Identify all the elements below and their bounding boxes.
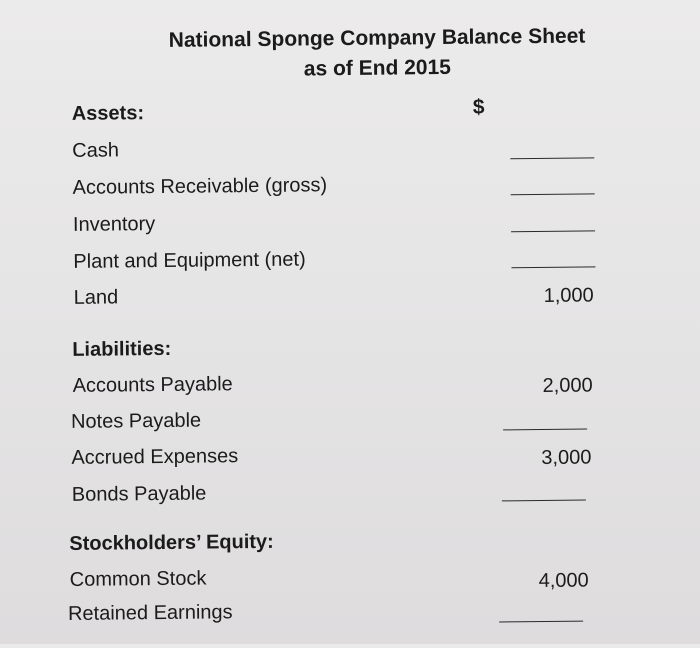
asset-receivables-blank [511, 193, 595, 195]
liability-ap-value: 2,000 [542, 374, 593, 397]
liability-bonds-label: Bonds Payable [71, 482, 207, 506]
equity-heading: Stockholders’ Equity: [69, 530, 274, 555]
liability-ap-label: Accounts Payable [72, 373, 233, 397]
currency-symbol: $ [472, 95, 485, 119]
asset-inventory-label: Inventory [72, 213, 156, 236]
equity-retained-blank [499, 621, 583, 623]
liability-notes-label: Notes Payable [70, 409, 202, 433]
asset-inventory-blank [511, 230, 595, 232]
page-title: National Sponge Company Balance Sheet [168, 24, 586, 52]
assets-heading: Assets: [71, 102, 145, 125]
asset-cash-label: Cash [72, 139, 120, 162]
liability-bonds-blank [502, 500, 586, 502]
equity-common-value: 4,000 [538, 569, 589, 593]
asset-cash-blank [510, 157, 594, 159]
equity-retained-label: Retained Earnings [67, 601, 233, 625]
liabilities-heading: Liabilities: [72, 337, 172, 361]
liability-notes-blank [503, 429, 587, 431]
asset-land-value: 1,000 [543, 284, 594, 307]
equity-common-label: Common Stock [69, 567, 207, 591]
asset-receivables-label: Accounts Receivable (gross) [72, 174, 328, 199]
liability-accrued-value: 3,000 [541, 446, 592, 470]
asset-plant-label: Plant and Equipment (net) [73, 248, 306, 273]
liability-accrued-label: Accrued Expenses [71, 445, 239, 469]
asset-land-label: Land [73, 286, 119, 309]
page-subtitle: as of End 2015 [303, 55, 451, 81]
asset-plant-blank [511, 266, 595, 268]
